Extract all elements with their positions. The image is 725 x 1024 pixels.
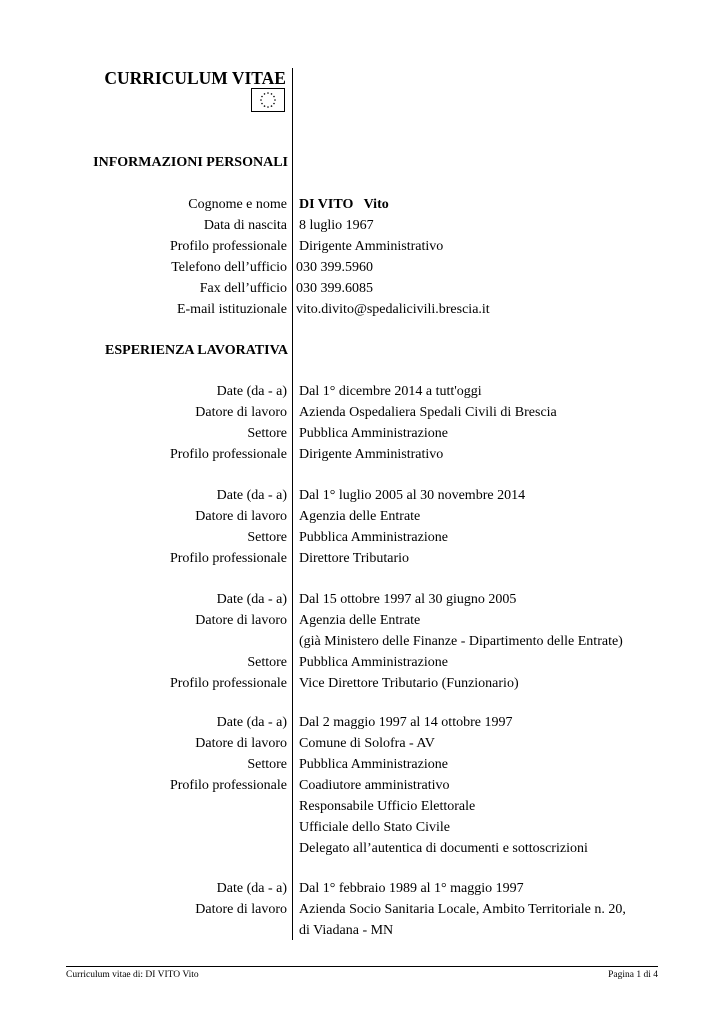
job-value: Pubblica Amministrazione [299, 530, 448, 545]
job-label: Date (da - a) [216, 715, 287, 730]
info-value: 030 399.5960 [296, 260, 373, 275]
info-value: 030 399.6085 [296, 281, 373, 296]
job-row-dates [0, 715, 725, 736]
info-value: DI VITO Vito [299, 197, 389, 212]
job-value: Dal 15 ottobre 1997 al 30 giugno 2005 [299, 592, 517, 607]
job-label: Date (da - a) [216, 881, 287, 896]
job-label: Date (da - a) [216, 384, 287, 399]
info-row-fax [0, 281, 725, 302]
info-value: 8 luglio 1967 [299, 218, 374, 233]
info-label: Cognome e nome [188, 197, 287, 212]
job-value: Agenzia delle Entrate [299, 613, 421, 628]
job-row-profile-extra [0, 841, 725, 862]
job-value: di Viadana - MN [299, 923, 394, 938]
job-value: Comune di Solofra - AV [299, 736, 435, 751]
job-row-profile-extra [0, 820, 725, 841]
job-row-sector [0, 530, 725, 551]
job-label: Profilo professionale [169, 778, 287, 793]
job-label: Datore di lavoro [195, 736, 287, 751]
job-row-profile-extra [0, 799, 725, 820]
info-row-profile [0, 239, 725, 260]
job-value: Agenzia delle Entrate [299, 509, 421, 524]
job-label: Datore di lavoro [195, 613, 287, 628]
info-label: Profilo professionale [169, 239, 287, 254]
job-row-employer [0, 405, 725, 426]
job-row-dates [0, 384, 725, 405]
job-value: Azienda Ospedaliera Spedali Civili di Brescia [299, 405, 557, 420]
job-label: Profilo professionale [169, 447, 287, 462]
info-label: E-mail istituzionale [176, 302, 287, 317]
job-row-profile [0, 551, 725, 572]
job-row-employer-note [0, 923, 725, 944]
job-row-employer [0, 613, 725, 634]
eu-flag-icon [251, 88, 285, 112]
job-row-employer [0, 736, 725, 757]
info-row-phone [0, 260, 725, 281]
job-label: Datore di lavoro [195, 509, 287, 524]
job-value: Dirigente Amministrativo [299, 447, 444, 462]
job-row-employer-note [0, 634, 725, 655]
job-label: Profilo professionale [169, 676, 287, 691]
footer-divider [66, 966, 658, 967]
footer-page-number: Pagina 1 di 4 [608, 970, 658, 980]
section-title-experience: ESPERIENZA LAVORATIVA [105, 343, 288, 358]
job-label: Date (da - a) [216, 592, 287, 607]
section-title-personal: INFORMAZIONI PERSONALI [93, 155, 288, 170]
job-label: Settore [247, 655, 287, 670]
job-value: Dal 1° dicembre 2014 a tutt'oggi [299, 384, 482, 399]
job-value: Dal 2 maggio 1997 al 14 ottobre 1997 [299, 715, 513, 730]
document-title: CURRICULUM VITAE [104, 68, 286, 88]
job-label: Settore [247, 757, 287, 772]
job-value: Delegato all’autentica di documenti e sottoscrizioni [299, 841, 588, 856]
job-row-employer [0, 902, 725, 923]
job-label: Settore [247, 426, 287, 441]
info-value: vito.divito@spedalicivili.brescia.it [296, 302, 490, 317]
info-row-name [0, 197, 725, 218]
job-label: Profilo professionale [169, 551, 287, 566]
info-row-birthdate [0, 218, 725, 239]
job-value: Vice Direttore Tributario (Funzionario) [299, 676, 519, 691]
info-label: Fax dell’ufficio [199, 281, 287, 296]
job-row-dates [0, 488, 725, 509]
info-value: Dirigente Amministrativo [299, 239, 444, 254]
job-value: Dal 1° febbraio 1989 al 1° maggio 1997 [299, 881, 524, 896]
job-label: Datore di lavoro [195, 405, 287, 420]
job-row-sector [0, 757, 725, 778]
info-row-email [0, 302, 725, 323]
job-value: Pubblica Amministrazione [299, 426, 448, 441]
job-label: Settore [247, 530, 287, 545]
job-value: Pubblica Amministrazione [299, 655, 448, 670]
job-value: Azienda Socio Sanitaria Locale, Ambito Territoriale n. 20, [299, 902, 626, 917]
job-row-dates [0, 592, 725, 613]
job-value: Dal 1° luglio 2005 al 30 novembre 2014 [299, 488, 526, 503]
job-row-dates [0, 881, 725, 902]
job-label: Date (da - a) [216, 488, 287, 503]
job-value: Responsabile Ufficio Elettorale [299, 799, 476, 814]
job-row-employer [0, 509, 725, 530]
job-row-profile [0, 447, 725, 468]
job-value: Ufficiale dello Stato Civile [299, 820, 450, 835]
job-row-profile [0, 676, 725, 697]
footer-document-name: Curriculum vitae di: DI VITO Vito [66, 970, 199, 980]
job-label: Datore di lavoro [195, 902, 287, 917]
job-row-sector [0, 655, 725, 676]
job-value: Pubblica Amministrazione [299, 757, 448, 772]
info-label: Data di nascita [203, 218, 287, 233]
info-label: Telefono dell’ufficio [171, 260, 287, 275]
job-value: (già Ministero delle Finanze - Dipartimento delle Entrate) [299, 634, 623, 649]
job-value: Coadiutore amministrativo [299, 778, 450, 793]
job-row-sector [0, 426, 725, 447]
job-value: Direttore Tributario [299, 551, 410, 566]
job-row-profile [0, 778, 725, 799]
